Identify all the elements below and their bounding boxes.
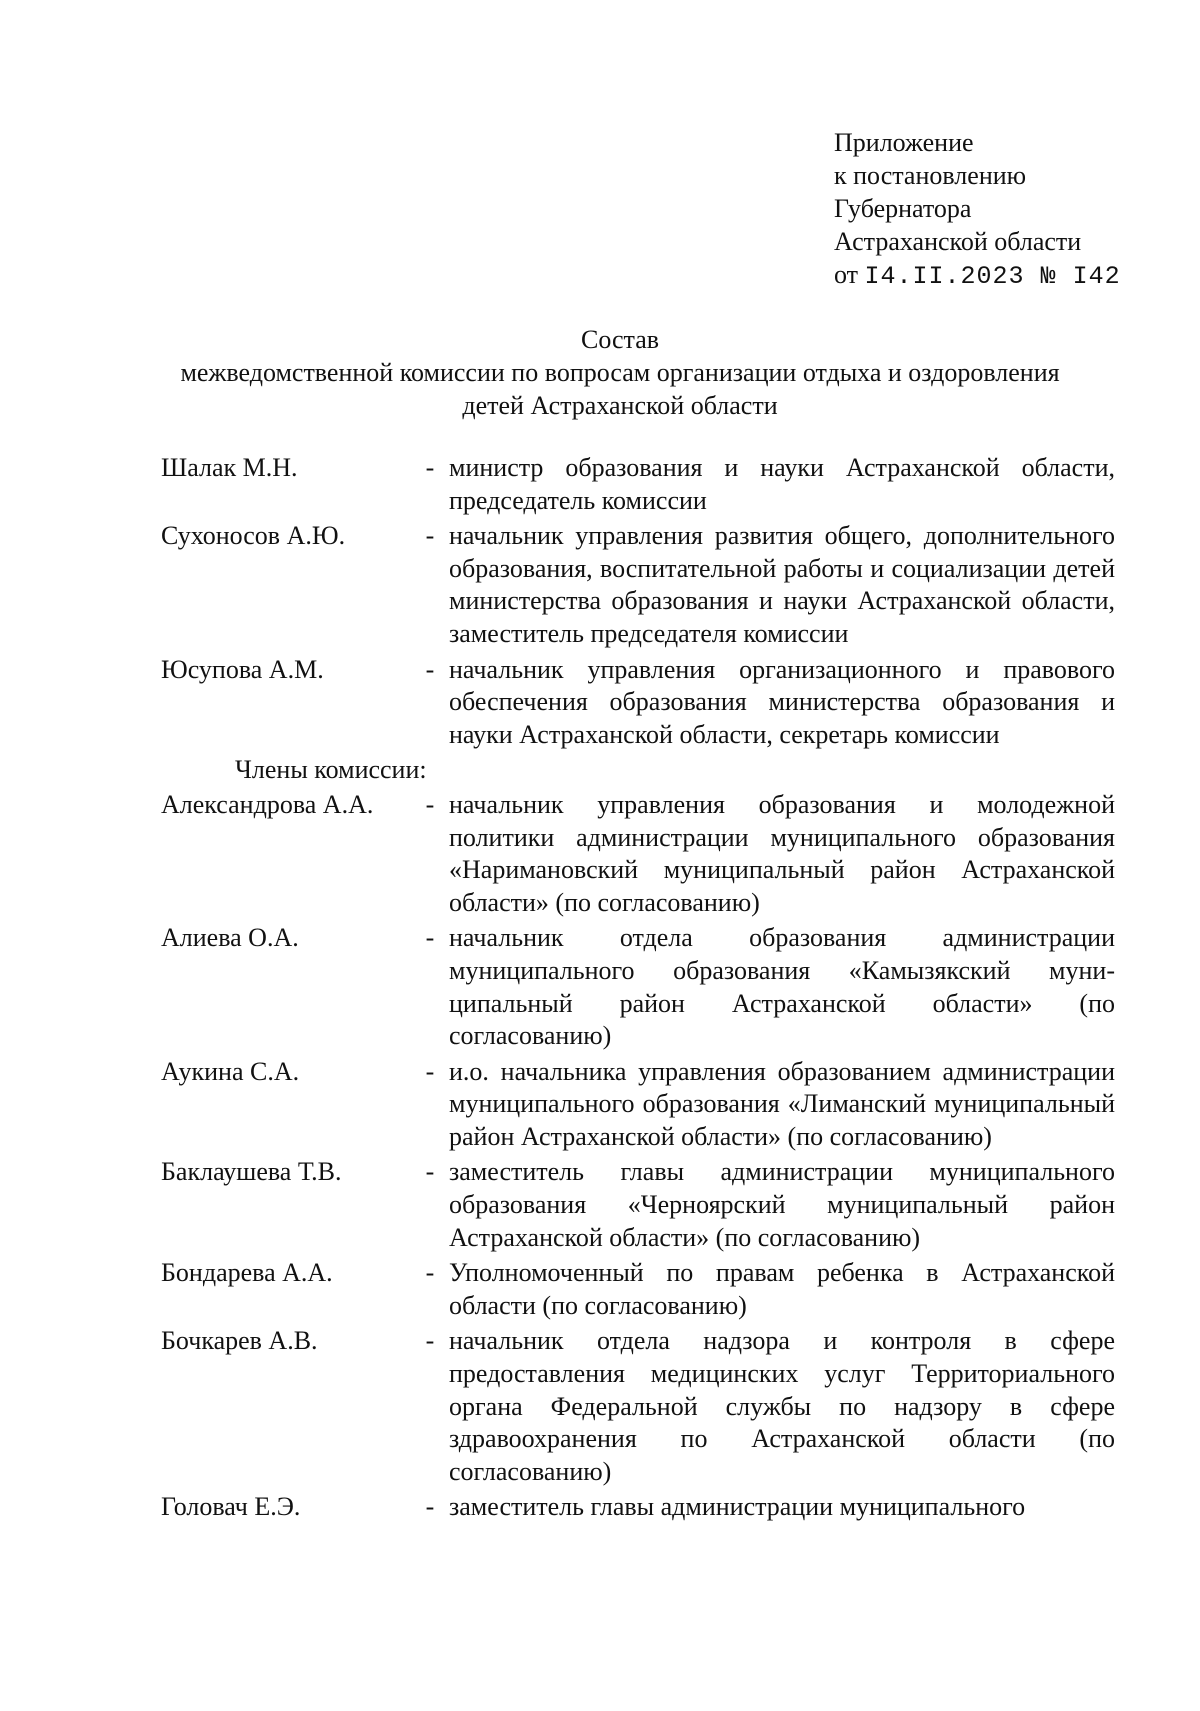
member-position: заместитель главы администрации муниципального — [449, 1492, 1026, 1522]
member-position: начальник управления организационного и правового обеспечения образования министерства образования и науки Астраханской области, секретарь комиссии — [449, 654, 1115, 749]
dash-separator: - — [425, 923, 435, 953]
leaders-list — [161, 452, 1115, 751]
dash-separator: - — [425, 1326, 435, 1356]
member-name: Бочкарев А.В. — [161, 1326, 318, 1356]
date-prefix: от — [834, 260, 859, 289]
dash-separator: - — [425, 1492, 435, 1522]
member-row — [161, 1491, 1115, 1524]
date-number-stamp: I4.II.2023 № I42 — [864, 262, 1121, 291]
member-row — [161, 789, 1115, 919]
appendix-line-2: к постановлению — [834, 161, 1027, 190]
member-row — [161, 520, 1115, 650]
member-position: министр образования и науки Астраханской области, председатель комиссии — [449, 453, 1115, 515]
member-row — [161, 1257, 1115, 1322]
member-name: Шалак М.Н. — [161, 453, 298, 482]
member-position: начальник отдела надзора и контроля в сфере предоставления медицинских услуг Территориального органа Федеральной службы по надзору в сфере здравоохранения по Астраханской области (по согласованию) — [449, 1326, 1115, 1486]
appendix-line-4: Астраханской области — [834, 227, 1082, 256]
member-name: Бондарева А.А. — [161, 1258, 333, 1288]
appendix-line-3: Губернатора — [834, 194, 972, 223]
member-name: Аукина С.А. — [161, 1056, 300, 1086]
member-name: Баклаушева Т.В. — [161, 1157, 342, 1187]
member-row — [161, 922, 1115, 1052]
member-row — [161, 1325, 1115, 1488]
member-position: Уполномоченный по правам ребенка в Астраханской области (по согласованию) — [449, 1258, 1115, 1320]
member-position: начальник управления развития общего, дополнительного образования, воспитательной работы и социализации детей министерства образования и науки Астраханской области, заместитель председателя комиссии — [449, 521, 1115, 648]
title-line-1: Состав — [580, 325, 660, 354]
member-name: Александрова А.А. — [161, 789, 374, 819]
member-name: Сухоносов А.Ю. — [161, 521, 346, 551]
members-list — [161, 789, 1115, 1524]
dash-separator: - — [425, 654, 435, 684]
member-name: Головач Е.Э. — [161, 1492, 301, 1522]
appendix-line-1: Приложение — [834, 128, 974, 157]
dash-separator: - — [425, 1056, 435, 1086]
members-heading: Члены комиссии: — [235, 755, 427, 785]
member-position: заместитель главы администрации муниципального образования «Черноярский муниципальный район Астраханской области» (по согласованию) — [449, 1157, 1115, 1252]
dash-separator: - — [425, 1157, 435, 1187]
appendix-header — [834, 126, 1121, 293]
appendix-date-line — [834, 258, 1121, 293]
dash-separator: - — [425, 789, 435, 819]
member-position: начальник отдела образования администрации муниципального образования «Камызякский муниципальный район Астраханской области» (по согласованию) — [449, 923, 1115, 1051]
member-name: Алиева О.А. — [161, 923, 299, 953]
member-row — [161, 654, 1115, 752]
member-position: начальник управления образования и молодежной политики администрации муниципального образования «Наримановский муниципальный район Астраханской области» (по согласованию) — [449, 789, 1115, 917]
title-line-2: межведомственной комиссии по вопросам организации отдыха и оздоровления — [180, 358, 1060, 387]
dash-separator: - — [425, 521, 435, 551]
member-row — [161, 452, 1115, 517]
member-row — [161, 1056, 1115, 1154]
member-row — [161, 1156, 1115, 1254]
dash-separator: - — [425, 1258, 435, 1288]
commission-list — [161, 452, 1115, 1527]
document-title — [120, 323, 1120, 422]
member-position: и.о. начальника управления образованием администрации муниципального образования «Лиманский муниципальный район Астраханской области» (по согласованию) — [449, 1056, 1115, 1151]
member-name: Юсупова А.М. — [161, 654, 324, 684]
dash-separator: - — [425, 453, 435, 482]
title-line-3: детей Астраханской области — [462, 391, 778, 420]
